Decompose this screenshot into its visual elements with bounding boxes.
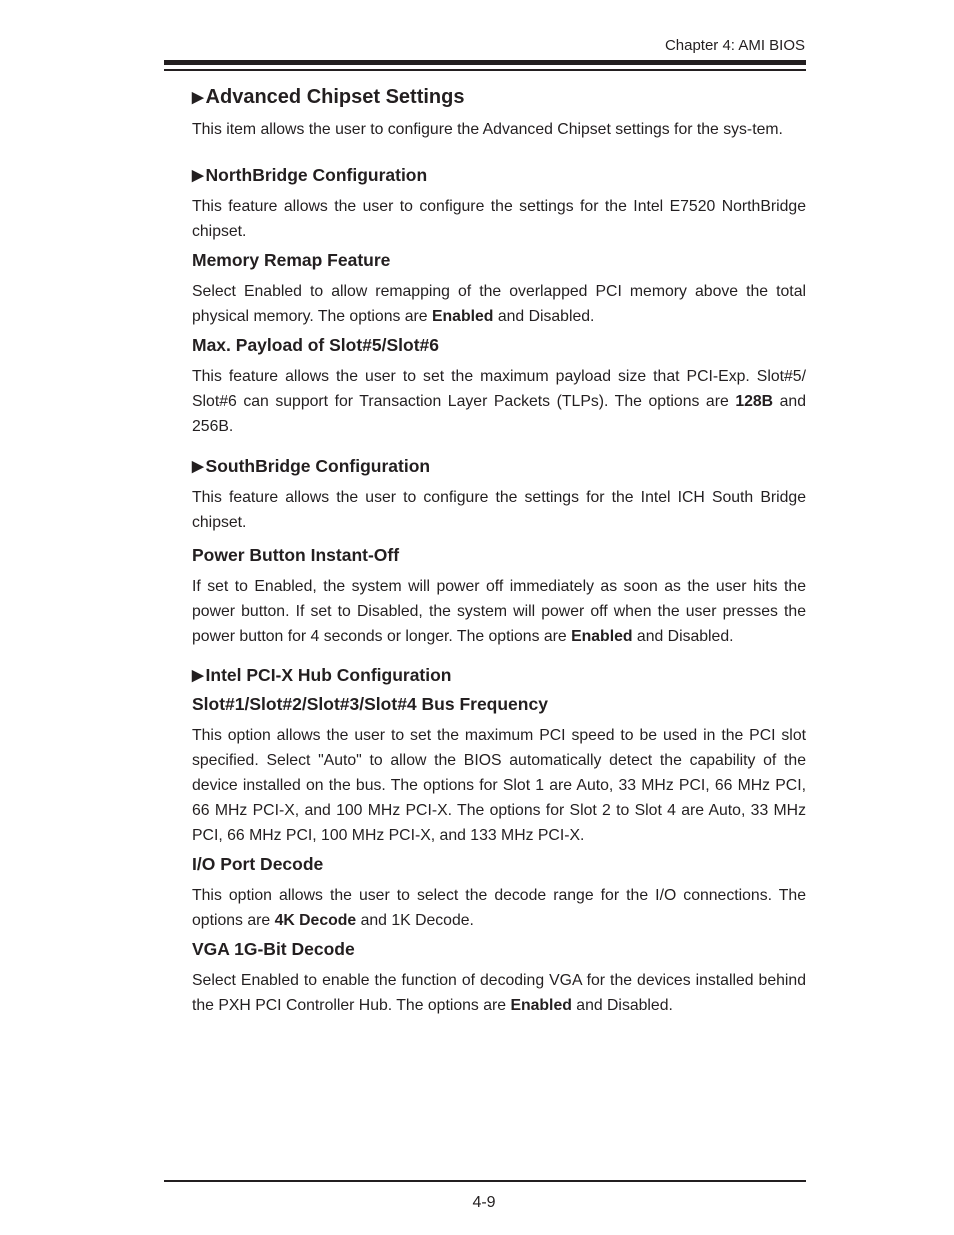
southbridge-description: This feature allows the user to configure the settings for the Intel ICH South Bridge chipset. [192,489,806,531]
page-number: 4-9 [472,1194,496,1211]
bus-frequency-description: This option allows the user to set the maximum PCI speed to be used in the PCI slot specified. Select "Auto" to allow the BIOS automatically detect the capability of the device installed on the bus. The options for Slot 1 are Auto, 33 MHz PCI, 66 MHz PCI, 66 MHz PCI-X, and 100 MHz PCI-X. The options for Slot 2 to Slot 4 are Auto, 33 MHz PCI, 66 MHz PCI, 100 MHz PCI-X, and 133 MHz PCI-X. [192,727,806,844]
max-payload-description: This feature allows the user to set the maximum payload size that PCI-Exp. Slot#5/ Slot#6 can support for Transaction Layer Packets (TLPs). The options are 128B and 256B. [192,368,807,435]
triangle-right-icon: ▶ [192,458,204,475]
io-port-decode-description: This option allows the user to select the decode range for the I/O connections. The options are 4K Decode and 1K Decode. [192,887,806,929]
default-option: Enabled [510,997,572,1014]
advanced-chipset-description: This item allows the user to configure the Advanced Chipset settings for the sys-tem. [192,121,783,138]
item-heading-io-port-decode: I/O Port Decode [192,854,324,874]
section-heading-pcix-hub: ▶ Intel PCI-X Hub Configuration [192,665,452,685]
power-button-description: If set to Enabled, the system will power off immediately as soon as the user hits the power button. If set to Disabled, the system will power off when the user presses the power button for 4 seconds or longer. The options are Enabled and Disabled. [192,578,806,645]
triangle-right-icon: ▶ [192,89,204,106]
section-heading-advanced-chipset: ▶ Advanced Chipset Settings [192,86,465,108]
item-heading-power-button: Power Button Instant-Off [192,545,400,565]
item-heading-max-payload: Max. Payload of Slot#5/Slot#6 [192,335,440,355]
section-heading-northbridge: ▶ NorthBridge Configuration [192,165,428,185]
memory-remap-description: Select Enabled to allow remapping of the overlapped PCI memory above the total physical memory. The options are Enabled and Disabled. [192,283,806,325]
page-content [192,86,806,1018]
item-heading-vga-decode: VGA 1G-Bit Decode [192,939,355,959]
vga-decode-description: Select Enabled to enable the function of decoding VGA for the devices installed behind the PXH PCI Controller Hub. The options are Enabled and Disabled. [192,972,806,1014]
triangle-right-icon: ▶ [192,167,204,184]
default-option: Enabled [431,308,494,325]
default-option: Enabled [571,628,633,645]
chapter-header: Chapter 4: AMI BIOS [664,37,805,54]
northbridge-description: This feature allows the user to configure the settings for the Intel E7520 NorthBridge chipset. [192,198,806,240]
default-option: 128B [735,393,774,410]
header-rule-thin [164,69,806,71]
triangle-right-icon: ▶ [192,667,204,684]
default-option: 4K Decode [274,912,357,929]
footer-rule [164,1180,806,1182]
section-heading-southbridge: ▶ SouthBridge Configuration [192,456,431,476]
header-rule-thick [164,60,806,65]
item-heading-bus-frequency: Slot#1/Slot#2/Slot#3/Slot#4 Bus Frequency [192,694,548,714]
item-heading-memory-remap: Memory Remap Feature [192,250,391,270]
